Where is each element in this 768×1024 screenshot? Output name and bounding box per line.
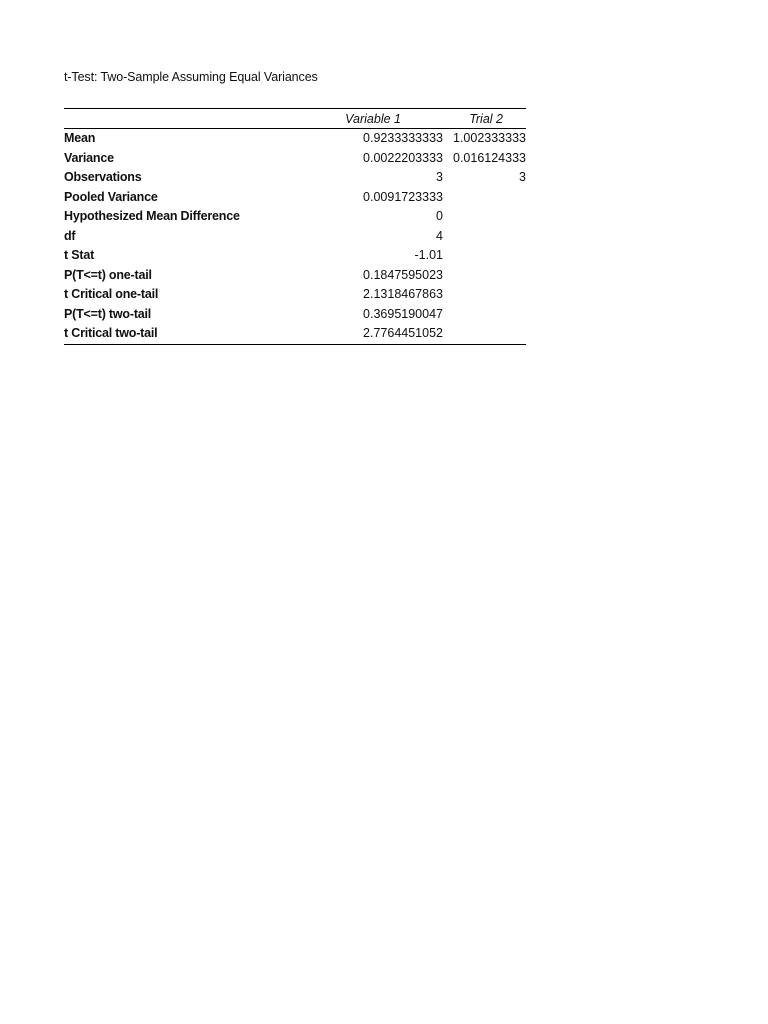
row-label: t Critical two-tail: [64, 326, 158, 340]
cell-trial-2: 0.016124333: [453, 150, 526, 165]
cell-variable-1: 0.9233333333: [363, 131, 443, 145]
table-row: [64, 324, 526, 344]
table-row: [64, 188, 526, 208]
row-label: Pooled Variance: [64, 189, 158, 204]
cell-variable-1: 2.7764451052: [363, 326, 443, 340]
cell-variable-1: 0.1847595023: [363, 267, 443, 282]
cell-variable-1: 3: [436, 170, 443, 184]
table-row: [64, 266, 526, 286]
table-row: [64, 305, 526, 325]
cell-variable-1: 4: [436, 228, 443, 243]
column-header-variable-1: Variable 1: [345, 112, 401, 126]
row-label: Variance: [64, 150, 114, 165]
cell-variable-1: 0: [436, 209, 443, 223]
column-header-trial-2: Trial 2: [469, 112, 503, 126]
cell-variable-1: -1.01: [414, 248, 443, 262]
row-label: t Critical one-tail: [64, 287, 159, 301]
cell-variable-1: 0.0091723333: [363, 189, 443, 204]
row-label: P(T<=t) two-tail: [64, 306, 152, 321]
cell-variable-1: 0.3695190047: [363, 306, 443, 321]
cell-trial-2: 3: [519, 170, 526, 184]
analysis-title: t-Test: Two-Sample Assuming Equal Variances: [64, 70, 318, 84]
table-row: [64, 285, 526, 305]
ttest-results-table: [64, 108, 526, 345]
row-label: t Stat: [64, 248, 95, 262]
cell-variable-1: 0.0022203333: [363, 150, 443, 165]
row-label: Mean: [64, 131, 96, 145]
row-label: P(T<=t) one-tail: [64, 267, 152, 282]
row-label: Observations: [64, 170, 142, 184]
row-label: df: [64, 228, 76, 243]
cell-variable-1: 2.1318467863: [363, 287, 443, 301]
table-row: [64, 227, 526, 247]
table-row: [64, 246, 526, 266]
row-label: Hypothesized Mean Difference: [64, 209, 240, 223]
table-row: [64, 149, 526, 169]
table-row: [64, 129, 526, 149]
table-row: [64, 168, 526, 188]
table-row: [64, 207, 526, 227]
cell-trial-2: 1.002333333: [453, 131, 526, 145]
table-header-row: [64, 109, 526, 129]
